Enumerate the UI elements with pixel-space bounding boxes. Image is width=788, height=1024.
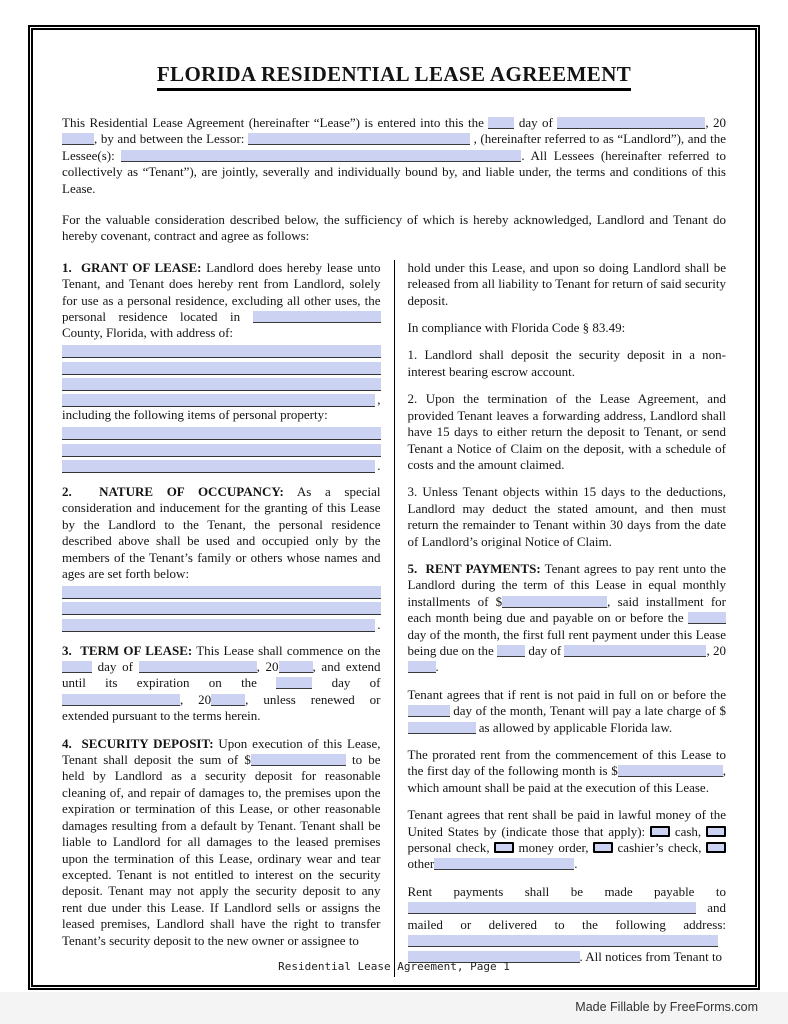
text-run: . All notices from Tenant to: [579, 949, 723, 965]
text-run: day of: [525, 642, 565, 658]
personal-property-line-1[interactable]: [62, 427, 381, 440]
document-page: [28, 25, 760, 990]
field-line-row: [62, 440, 381, 456]
column-divider: [394, 260, 395, 977]
agreement-month-field[interactable]: [557, 117, 705, 129]
text-run: As a special consideration and inducement for the granting of this Lease by the Landlord to the Tenant, the personal residence described above shall be used and occupied only by the members of the Tenant’s family or others whose names and ages are set forth below:: [62, 484, 381, 582]
text-run: including the following items of personal property:: [62, 407, 328, 423]
text-run: 3. Unless Tenant objects within 15 days to the deductions, Landlord may deduct the stated amount, and then must return the remainder to Tenant within 30 days from the date of Landlord’s original Notice of Claim.: [407, 484, 726, 549]
text-run: day of: [514, 115, 558, 130]
paragraph: [62, 115, 726, 197]
text-run: 2. Upon the termination of the Lease Agreement, and provided Tenant leaves a forwarding address, Landlord shall have 15 days to either return the deposit to Tenant, or send Tenant a Notice of Claim on the deposit, with a schedule of costs and the amount claimed.: [407, 391, 726, 472]
paragraph: [408, 484, 727, 550]
title-wrap: [62, 62, 726, 91]
expiration-day-field[interactable]: [276, 677, 312, 689]
field-line-row: [62, 358, 381, 374]
first-payment-month-field[interactable]: [564, 645, 706, 657]
text-run: Rent payments shall be made payable to: [407, 883, 726, 899]
property-address-line-2[interactable]: [62, 362, 381, 375]
text-run: day of the month, the first full rent payment under this Lease being due on the: [407, 626, 726, 658]
section-heading: 5. RENT PAYMENTS:: [407, 560, 541, 576]
text-run: , 20: [180, 691, 212, 707]
text-run: hold under this Lease, and upon so doing Landlord shall be released from all liability to Tenant for return of said security deposit.: [407, 259, 726, 308]
personal-check-checkbox[interactable]: [706, 826, 726, 837]
field-line-row: [62, 424, 381, 440]
other-method-checkbox[interactable]: [706, 842, 726, 853]
paragraph: [62, 736, 381, 949]
late-charge-amount-field[interactable]: [408, 722, 476, 734]
text-run: , which amount shall be paid at the execution of this Lease.: [407, 763, 726, 795]
lessor-name-field[interactable]: [248, 133, 470, 145]
paragraph: [408, 807, 727, 873]
occupant-names-line-group: [62, 582, 381, 631]
prorated-rent-field[interactable]: [618, 765, 723, 777]
text-run: The prorated rent from the commencement of this Lease to the first day of the following month is $: [407, 747, 726, 779]
paragraph: [408, 747, 727, 796]
property-address-line-4[interactable]: [62, 394, 375, 407]
text-run: other: [407, 856, 435, 872]
text-run: personal check,: [407, 840, 495, 856]
county-field[interactable]: [253, 311, 381, 323]
fillable-credit: Made Fillable by FreeForms.com: [575, 1000, 758, 1014]
text-run: .: [435, 659, 439, 675]
text-run: day of: [312, 675, 381, 691]
text-run: Tenant agrees that rent shall be paid in lawful money of the United States by (indicate those that apply):: [407, 807, 726, 839]
agreement-day-field[interactable]: [488, 117, 514, 129]
occupant-names-line-1[interactable]: [62, 586, 381, 599]
text-run: , by and between the Lessor:: [94, 131, 248, 147]
right-column: [408, 260, 727, 977]
section-heading: 4. SECURITY DEPOSIT:: [62, 735, 214, 751]
field-line-row: [62, 391, 381, 407]
text-run: , (hereinafter referred to as “Landlord”), and the Lessee(s):: [62, 131, 726, 163]
text-run: . All Lessees (hereinafter referred to collectively as “Tenant”), are jointly, severally and individually bound by, and liable under, the terms and conditions of this Lease.: [62, 147, 726, 196]
property-address-line-3[interactable]: [62, 378, 381, 391]
text-run: For the valuable consideration described below, the sufficiency of which is hereby acknowledged, Landlord and Tenant do hereby covenant, contract and agree as follows:: [62, 212, 726, 244]
line-suffix: .: [377, 616, 381, 632]
text-run: , unless renewed or extended pursuant to the terms herein.: [62, 691, 381, 724]
lessee-name-field[interactable]: [121, 150, 521, 162]
paragraph: [408, 391, 727, 473]
text-run: This Residential Lease Agreement (hereinafter “Lease”) is entered into this the: [62, 115, 489, 130]
text-run: day of the month, Tenant will pay a late charge of $: [449, 703, 726, 719]
payment-address-field-1[interactable]: [408, 935, 718, 947]
text-run: Landlord does hereby lease unto Tenant, and Tenant does hereby rent from Landlord, solely for use as a personal residence, excluding all other uses, the personal residence located in: [62, 259, 381, 325]
property-address-line-1[interactable]: [62, 345, 381, 358]
text-run: County, Florida, with address of:: [62, 325, 234, 341]
page-footer: Residential Lease Agreement, Page 1: [278, 960, 510, 973]
text-run: In compliance with Florida Code § 83.49:: [407, 320, 626, 336]
paragraph: [408, 884, 727, 966]
text-run: as allowed by applicable Florida law.: [475, 719, 673, 735]
commence-month-field[interactable]: [139, 661, 257, 673]
paragraph: [62, 407, 381, 423]
text-run: Upon execution of this Lease, Tenant shall deposit the sum of $: [62, 735, 381, 768]
field-line-row: [62, 582, 381, 598]
other-method-field[interactable]: [434, 858, 574, 870]
text-run: cash,: [669, 823, 706, 839]
cash-checkbox[interactable]: [650, 826, 670, 837]
text-run: Tenant agrees that if rent is not paid in full on or before the: [407, 686, 726, 702]
paragraph: [408, 320, 727, 336]
personal-property-line-2[interactable]: [62, 444, 381, 457]
paragraph: [408, 260, 727, 309]
field-line-row: [62, 615, 381, 631]
payable-to-field[interactable]: [408, 902, 696, 914]
monthly-installment-field[interactable]: [502, 596, 607, 608]
commence-day-field[interactable]: [62, 661, 92, 673]
two-column-body: [62, 260, 726, 977]
first-payment-day-field[interactable]: [497, 645, 525, 657]
commence-year-field[interactable]: [279, 661, 313, 673]
section-heading: 3. TERM OF LEASE:: [62, 642, 193, 658]
text-run: , said installment for each month being due and payable on or before the: [407, 593, 726, 626]
personal-property-line-group: [62, 424, 381, 473]
left-column: [62, 260, 381, 977]
line-suffix: ,: [377, 392, 381, 408]
line-suffix: .: [377, 458, 381, 474]
text-run: , and extend until its expiration on the: [62, 659, 381, 691]
text-run: cashier’s check,: [613, 840, 706, 856]
paragraph: [62, 643, 381, 725]
paragraph: [62, 260, 381, 342]
occupant-names-line-2[interactable]: [62, 602, 381, 615]
text-run: .: [574, 856, 578, 872]
first-payment-year-field[interactable]: [408, 661, 436, 673]
text-run: , 20: [706, 642, 726, 658]
personal-property-line-3[interactable]: [62, 460, 375, 473]
text-run: , 20: [705, 115, 727, 130]
agreement-year-field[interactable]: [62, 133, 94, 145]
money-order-checkbox[interactable]: [494, 842, 514, 853]
field-line-row: [62, 599, 381, 615]
field-line-row: [62, 375, 381, 391]
paragraph: [408, 687, 727, 736]
field-line-row: [62, 457, 381, 473]
occupant-names-line-3[interactable]: [62, 619, 375, 632]
paragraph: [62, 212, 726, 245]
text-run: money order,: [514, 840, 594, 856]
text-run: , 20: [256, 659, 279, 675]
text-run: to be held by Landlord as a security deposit for reasonable cleaning of, and repair of damages to, the premises upon the expiration or termination of this Lease, or other reasonable damages resulting from a default by Tenant. Tenant shall be liable to Landlord for all damages to the leased premises upon the termination of this Lease, ordinary wear and tear excepted. Tenant is not entitled to interest on the security deposit. Tenant may not apply the security deposit to any rent due under this Lease. If Landlord sells or assigns the leased premises, Landlord shall have the right to transfer Tenant’s security deposit to the new owner or assignee to: [62, 752, 381, 948]
paragraph: [62, 484, 381, 582]
late-after-day-field[interactable]: [408, 705, 450, 717]
text-run: and mailed or delivered to the following address:: [407, 900, 726, 932]
section-heading: 2. NATURE OF OCCUPANCY:: [62, 484, 284, 500]
text-run: This Lease shall commence on the: [192, 642, 381, 658]
rent-due-day-field[interactable]: [688, 612, 726, 624]
section-heading: 1. GRANT OF LEASE:: [62, 259, 202, 275]
text-run: Tenant agrees to pay rent unto the Landlord during the term of this Lease in equal monthly installments of $: [407, 560, 726, 609]
property-address-line-group: [62, 342, 381, 408]
document-title: FLORIDA RESIDENTIAL LEASE AGREEMENT: [157, 62, 631, 91]
paragraph: [408, 347, 727, 380]
cashiers-check-checkbox[interactable]: [593, 842, 613, 853]
expiration-year-field[interactable]: [211, 694, 245, 706]
text-run: day of: [92, 659, 139, 675]
security-deposit-amount-field[interactable]: [251, 754, 346, 766]
paragraph: [408, 561, 727, 676]
intro-section: [62, 115, 726, 245]
field-line-row: [62, 342, 381, 358]
expiration-month-field[interactable]: [62, 694, 180, 706]
text-run: 1. Landlord shall deposit the security deposit in a non-interest bearing escrow account.: [407, 347, 726, 379]
